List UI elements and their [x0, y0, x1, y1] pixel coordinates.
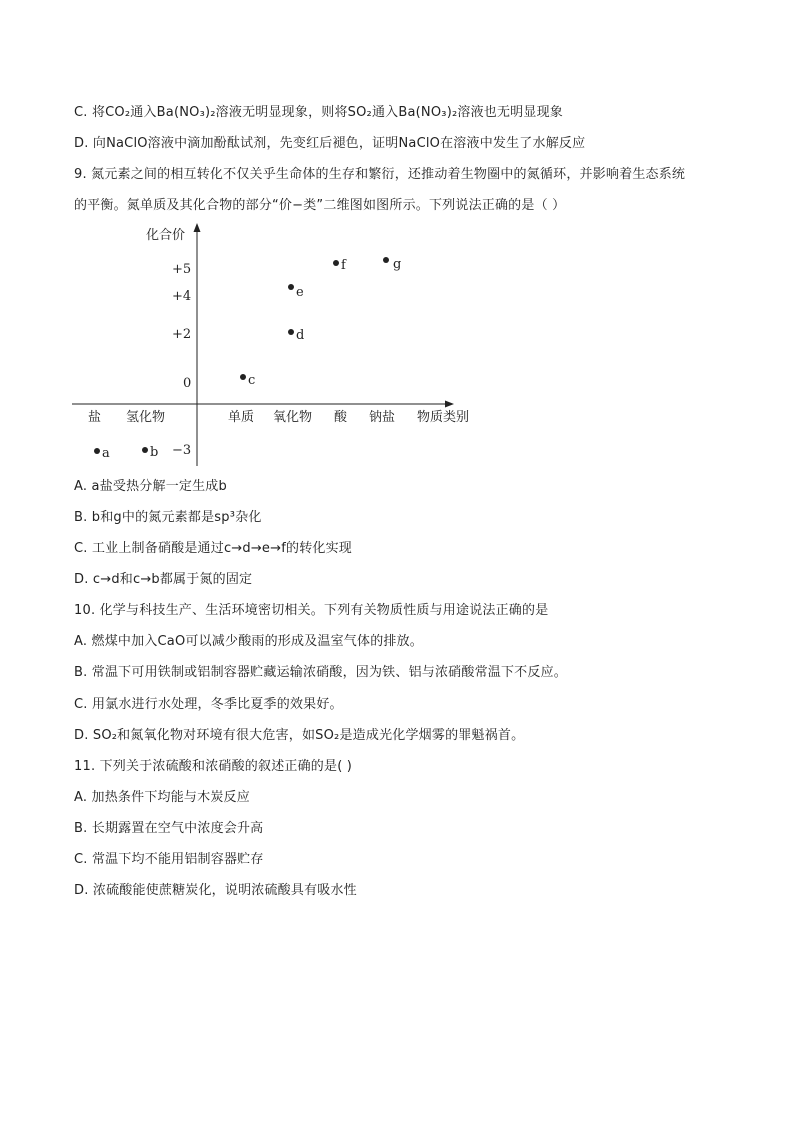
- y-axis-label: 化合价: [146, 228, 186, 243]
- x-category-element: 单质: [228, 410, 255, 425]
- option-10d: D. SO₂和氮氧化物对环境有很大危害，如SO₂是造成光化学烟雾的罪魁祸首。: [74, 728, 525, 743]
- point-b: [142, 447, 148, 453]
- x-category-salt: 盐: [88, 410, 102, 425]
- option-10a: A. 燃煤中加入CaO可以减少酸雨的形成及温室气体的排放。: [74, 634, 424, 649]
- x-category-oxide: 氧化物: [273, 410, 313, 425]
- option-11d: D. 浓硫酸能使蔗糖炭化，说明浓硫酸具有吸水性: [74, 883, 357, 898]
- point-c: [240, 374, 246, 380]
- x-category-acid: 酸: [334, 410, 348, 425]
- option-11b: B. 长期露置在空气中浓度会升高: [74, 821, 264, 836]
- point-d: [288, 329, 294, 335]
- option-9d: D. c→d和c→b都属于氮的固定: [74, 572, 253, 587]
- option-9a: A. a盐受热分解一定生成b: [74, 479, 227, 494]
- point-label-f: f: [341, 258, 346, 273]
- option-10b: B. 常温下可用铁制或铝制容器贮藏运输浓硝酸，因为铁、铝与浓硝酸常温下不反应。: [74, 665, 567, 680]
- diagram-svg: [60, 218, 490, 470]
- point-label-e: e: [296, 285, 304, 300]
- question-9-stem-line2: 的平衡。氮单质及其化合物的部分“价−类”二维图如图所示。下列说法正确的是（ ）: [74, 198, 566, 213]
- point-f: [333, 260, 339, 266]
- y-tick-zero: 0: [183, 376, 192, 391]
- option-10c: C. 用氯水进行水处理，冬季比夏季的效果好。: [74, 697, 343, 712]
- x-axis-label: 物质类别: [417, 410, 470, 425]
- y-axis-arrow-icon: [194, 223, 201, 232]
- point-label-d: d: [296, 328, 305, 343]
- x-category-hydride: 氢化物: [126, 410, 166, 425]
- x-axis-arrow-icon: [445, 401, 454, 408]
- point-g: [383, 257, 389, 263]
- option-11a: A. 加热条件下均能与木炭反应: [74, 790, 250, 805]
- question-11-stem: 11. 下列关于浓硫酸和浓硝酸的叙述正确的是( ): [74, 759, 353, 774]
- x-category-sodium-salt: 钠盐: [369, 410, 396, 425]
- option-9c: C. 工业上制备硝酸是通过c→d→e→f的转化实现: [74, 541, 352, 556]
- option-8d: D. 向NaClO溶液中滴加酚酞试剂，先变红后褪色，证明NaClO在溶液中发生了水解反应: [74, 136, 586, 151]
- point-e: [288, 284, 294, 290]
- question-10-stem: 10. 化学与科技生产、生活环境密切相关。下列有关物质性质与用途说法正确的是: [74, 603, 549, 618]
- y-tick-plus5: +5: [172, 262, 192, 277]
- option-11c: C. 常温下均不能用铝制容器贮存: [74, 852, 264, 867]
- point-label-g: g: [393, 257, 402, 272]
- y-tick-minus3: −3: [172, 443, 192, 458]
- point-label-c: c: [248, 373, 256, 388]
- option-9b: B. b和g中的氮元素都是sp³杂化: [74, 510, 262, 525]
- valence-class-diagram: [60, 218, 490, 470]
- y-tick-plus2: +2: [172, 327, 192, 342]
- point-a: [94, 448, 100, 454]
- y-tick-plus4: +4: [172, 289, 192, 304]
- point-label-a: a: [102, 446, 110, 461]
- option-8c: C. 将CO₂通入Ba(NO₃)₂溶液无明显现象，则将SO₂通入Ba(NO₃)₂溶液也无明显现象: [74, 105, 563, 120]
- question-9-stem-line1: 9. 氮元素之间的相互转化不仅关乎生命体的生存和繁衍，还推动着生物圈中的氮循环，并影响着生态系统: [74, 167, 686, 182]
- point-label-b: b: [150, 445, 159, 460]
